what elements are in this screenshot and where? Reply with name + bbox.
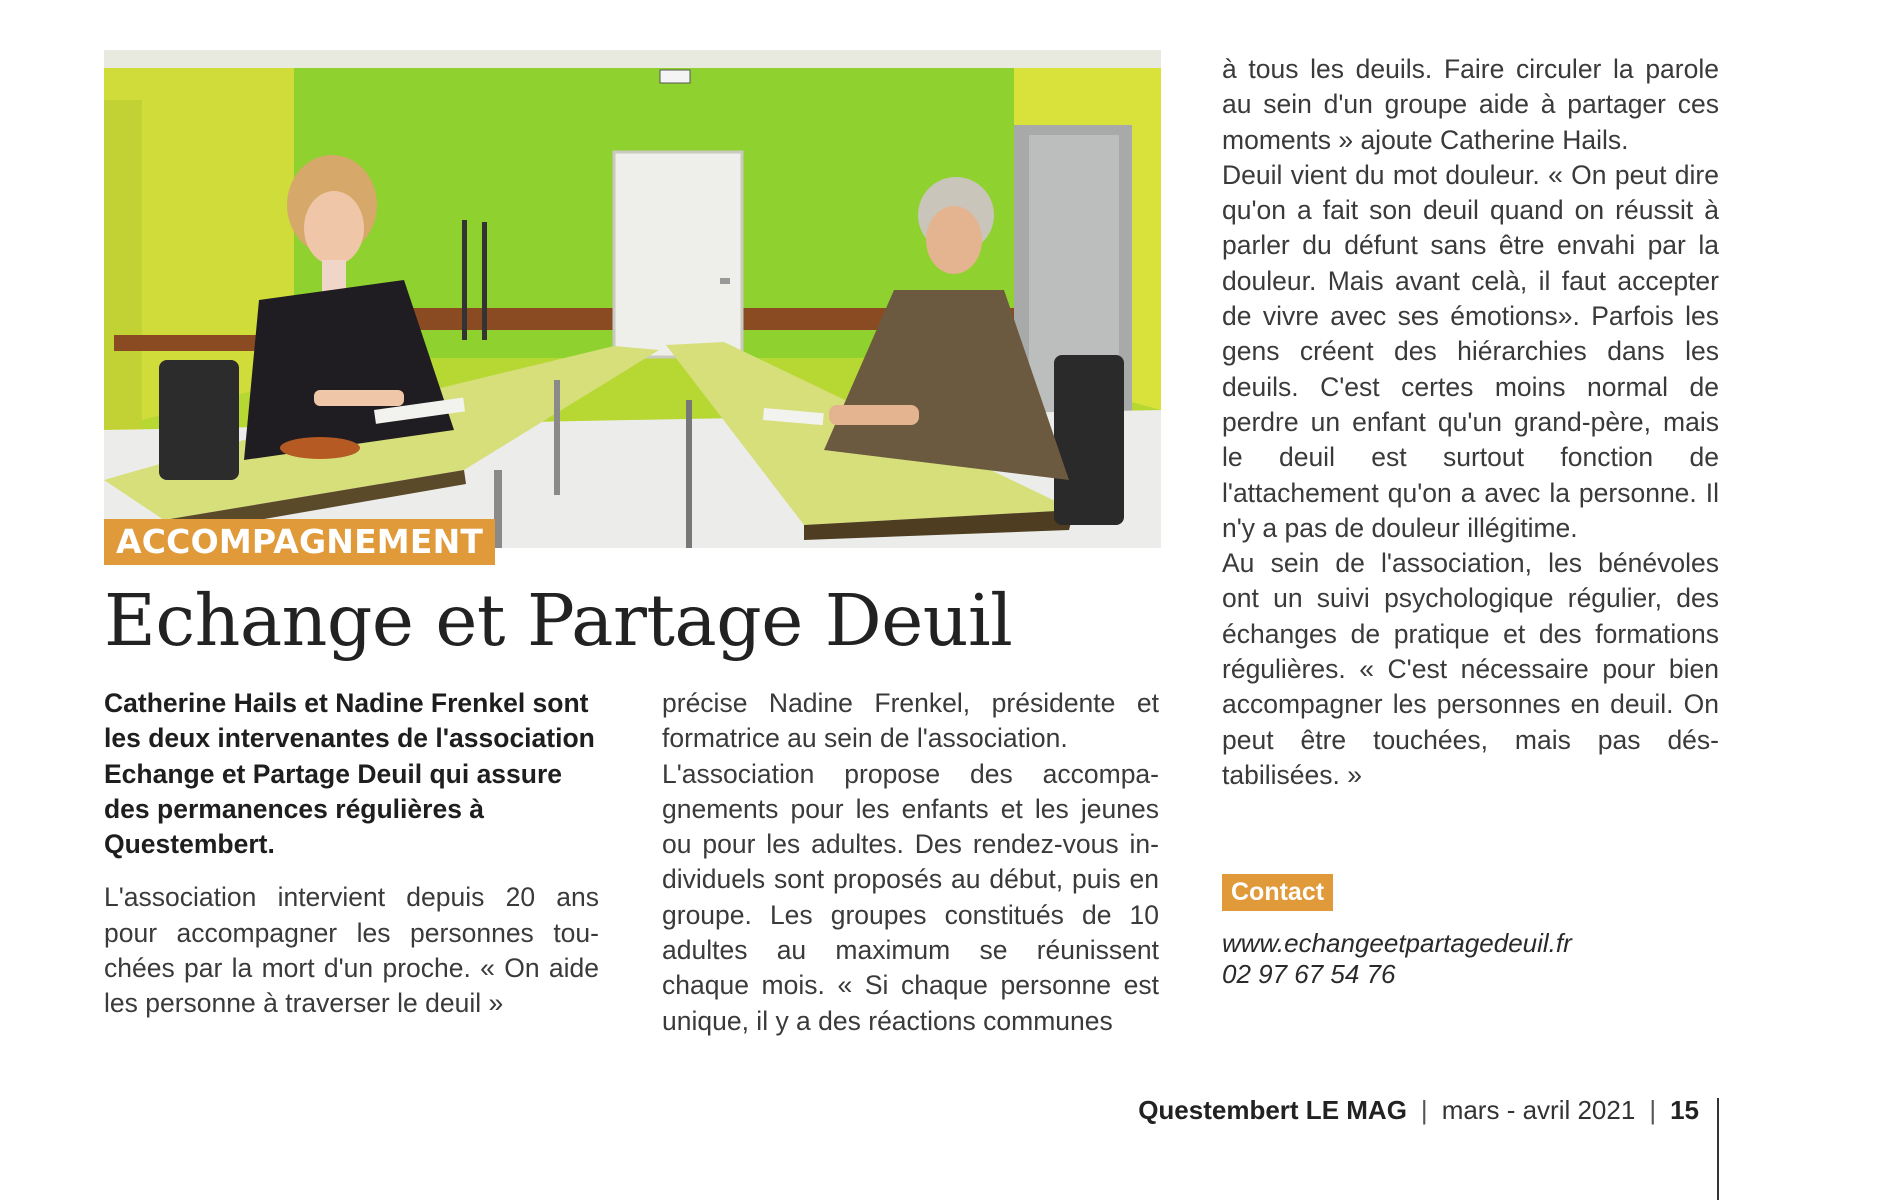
article-photo xyxy=(104,50,1161,548)
contact-info xyxy=(1222,928,1572,990)
article-paragraph: Deuil vient du mot douleur. « On peut dire qu'on a fait son deuil quand on réussit à parler du défunt sans être envahi par la douleur. Mais avant celà, il faut accepter de vivre avec ses émotions». Parfois les gens créent des hiérarchies dans les deuils. C'est certes moins normal de perdre un enfant qu'un grand-père, mais le deuil est surtout fonction de l'attachement qu'on a avec la personne. Il n'y a pas de douleur illégitime. xyxy=(1222,159,1719,543)
contact-website-link[interactable]: www.echangeetpartagedeuil.fr xyxy=(1222,928,1572,958)
article-column-1 xyxy=(104,686,599,1022)
article-title: Echange et Partage Deuil xyxy=(104,579,1013,662)
contact-label: Contact xyxy=(1222,874,1333,911)
article-column-2 xyxy=(662,686,1159,1039)
footer-separator: | xyxy=(1649,1095,1657,1125)
page-footer xyxy=(1138,1093,1699,1127)
contact-phone: 02 97 67 54 76 xyxy=(1222,959,1396,989)
footer-separator: | xyxy=(1420,1095,1428,1125)
page-number: 15 xyxy=(1670,1095,1699,1125)
article-lede: Catherine Hails et Nadine Frenkel sont les deux intervenantes de l'association Echange et Partage Deuil qui assure des permanences régulières à Questembert. xyxy=(104,688,595,860)
article-paragraph: L'association intervient depuis 20 ans pour accompagner les personnes touchées par la mort d'un proche. « On aide les personne à traverser le deuil » xyxy=(104,882,599,1019)
issue-date: mars - avril 2021 xyxy=(1441,1095,1636,1125)
article-paragraph: à tous les deuils. Faire circuler la parole au sein d'un groupe aide à partager ces moments » ajoute Catherine Hails. xyxy=(1222,54,1719,155)
article-paragraph: L'association propose des accompagnements pour les enfants et les jeunes ou pour les adultes. Des rendez-vous individuels sont proposés au début, puis en groupe. Les groupes constitués de 10 adultes au maximum se réunissent chaque mois. « Si chaque personne est unique, il y a des réactions communes xyxy=(662,758,1159,1036)
article-column-3 xyxy=(1222,52,1719,793)
section-kicker: ACCOMPAGNEMENT xyxy=(104,519,495,565)
footer-vertical-rule xyxy=(1717,1098,1719,1200)
magazine-name: Questembert LE MAG xyxy=(1138,1095,1407,1125)
article-paragraph: Au sein de l'association, les bénévoles ont un suivi psychologique régulier, des échanges de pratique et des formations régulières. « C'est nécessaire pour bien accompagner les personnes en deuil. On peut être touchées, mais pas déstabilisées. » xyxy=(1222,548,1719,790)
article-paragraph: précise Nadine Frenkel, présidente et formatrice au sein de l'association. xyxy=(662,688,1159,754)
